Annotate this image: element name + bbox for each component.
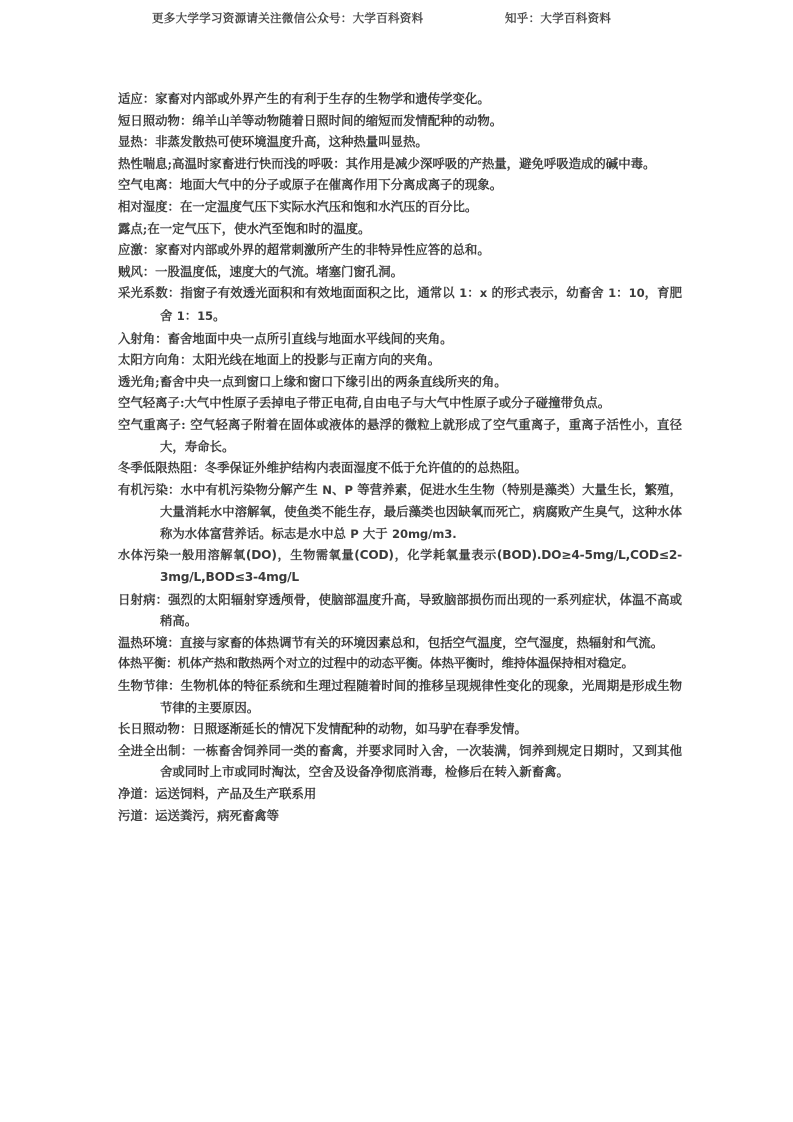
header-zhihu-promo: 知乎：大学百科资料 bbox=[505, 11, 612, 25]
definition-entry-xiangdui-shidu: 相对湿度：在一定温度气压下实际水汽压和饱和水汽压的百分比。 bbox=[118, 198, 478, 214]
definition-entry-kongqi-dianli: 空气电离：地面大气中的分子或原子在催离作用下分离成离子的现象。 bbox=[118, 177, 503, 193]
definition-entry-zeifeng: 贼风：一股温度低，速度大的气流。堵塞门窗孔洞。 bbox=[118, 263, 403, 279]
document-body bbox=[118, 88, 682, 826]
definition-entry-yingji: 应激：家畜对内部或外界的超常刺激所产生的非特异性应答的总和。 bbox=[118, 242, 490, 258]
latin-run: 1 bbox=[608, 286, 617, 301]
latin-run: P bbox=[344, 482, 353, 497]
definition-entry-shuiti-wuran: 水体污染一般用溶解氧(DO)，生物需氧量(COD)，化学耗氧量表示(BOD).DO≥4-5mg/L,COD≤2-3mg/L,BOD≤3-4mg/L bbox=[118, 548, 682, 585]
page-header bbox=[0, 6, 793, 30]
definition-entry-dongji-dixian-rezu: 冬季低限热阻：冬季保证外维护结构内表面湿度不低于允许值的的总热阻。 bbox=[118, 460, 527, 476]
definition-entry-wenre-huanjing: 温热环境：直接与家畜的体热调节有关的环境因素总和，包括空气温度，空气湿度，热辐射和气流。 bbox=[118, 634, 664, 650]
definition-entry-touguangjiao: 透光角;畜舍中央一点到窗口上缘和窗口下缘引出的两条直线所夹的角。 bbox=[118, 373, 507, 389]
definition-entry-shengwu-jielv: 生物节律：生物机体的特征系统和生理过程随着时间的推移呈现规律性变化的现象，光周期是形成生物节律的主要原因。 bbox=[118, 678, 682, 715]
definition-entry-caiguang-xishu: 采光系数：指窗子有效透光面积和有效地面面积之比，通常以 1：x 的形式表示，幼畜舍 1：10，育肥舍 1：15。 bbox=[118, 285, 683, 323]
definition-entry-wudao: 污道：运送粪污，病死畜禽等 bbox=[118, 807, 280, 823]
definition-entry-rishebing: 日射病：强烈的太阳辐射穿透颅骨，使脑部温度升高，导致脑部损伤而出现的一系列症状，体温不高或稍高。 bbox=[118, 591, 682, 629]
latin-run: 15 bbox=[197, 308, 214, 323]
definition-entry-changrizhao-dongwu: 长日照动物：日照逐渐延长的情况下发情配种的动物，如马驴在春季发情。 bbox=[118, 721, 527, 737]
header-wechat-promo: 更多大学学习资源请关注微信公众号：大学百科资料 bbox=[152, 11, 424, 25]
definition-entry-rexing-chuanxi: 热性喘息;高温时家畜进行快而浅的呼吸：其作用是减少深呼吸的产热量，避免呼吸造成的碱中毒。 bbox=[118, 155, 656, 171]
definition-entry-ludian: 露点;在一定气压下，使水汽至饱和时的温度。 bbox=[118, 220, 371, 236]
definition-entry-youji-wuran: 有机污染：水中有机污染物分解产生 N、P 等营养素，促进水生生物（特别是藻类）大量生长，繁殖，大量消耗水中溶解氧，使鱼类不能生存，最后藻类也因缺氧而死亡，病腐败产生臭气，这种水体称为水体富营养话。标志是水中总 P 大于 20mg/m3. bbox=[118, 481, 682, 541]
definition-entry-duanrizhao-dongwu: 短日照动物：绵羊山羊等动物随着日照时间的缩短而发情配种的动物。 bbox=[118, 112, 503, 128]
definition-entry-shiying: 适应：家畜对内部或外界产生的有利于生存的生物学和遗传学变化。 bbox=[118, 91, 490, 106]
definition-entry-quanjin-quanchu-zhi: 全进全出制：一栋畜舍饲养同一类的畜禽，并要求同时入舍，一次装满，饲养到规定日期时，又到其他舍或同时上市或同时淘汰，空舍及设备净彻底消毒，检修后在转入新畜禽。 bbox=[118, 742, 682, 780]
latin-run: x bbox=[479, 286, 488, 301]
latin-run: N bbox=[322, 482, 332, 497]
latin-run: P bbox=[350, 526, 359, 541]
latin-run: 1 bbox=[176, 308, 185, 323]
definition-entry-tire-pingheng: 体热平衡：机体产热和散热两个对立的过程中的动态平衡。体热平衡时，维持体温保持相对稳定。 bbox=[118, 656, 634, 671]
latin-run: 10 bbox=[628, 286, 645, 301]
definition-entry-kongqi-zhonglizi: 空气重离子: 空气轻离子附着在固体或液体的悬浮的微粒上就形成了空气重离子，重离子活性小，直径大，寿命长。 bbox=[118, 416, 682, 454]
definition-entry-jingdao: 净道：运送饲料，产品及生产联系用 bbox=[118, 786, 317, 801]
latin-run: 1 bbox=[459, 286, 468, 301]
definition-entry-taiyang-fangxiangjiao: 太阳方向角：太阳光线在地面上的投影与正南方向的夹角。 bbox=[118, 352, 441, 368]
definition-entry-xianre: 显热：非蒸发散热可使环境温度升高，这种热量叫显热。 bbox=[118, 134, 428, 150]
definition-entry-rushejiao: 入射角：畜舍地面中央一点所引直线与地面水平线间的夹角。 bbox=[118, 330, 453, 346]
definition-entry-kongqi-qinglizi: 空气轻离子:大气中性原子丢掉电子带正电荷,自由电子与大气中性原子或分子碰撞带负点。 bbox=[118, 395, 611, 411]
latin-run: 20mg/m3. bbox=[392, 526, 457, 541]
